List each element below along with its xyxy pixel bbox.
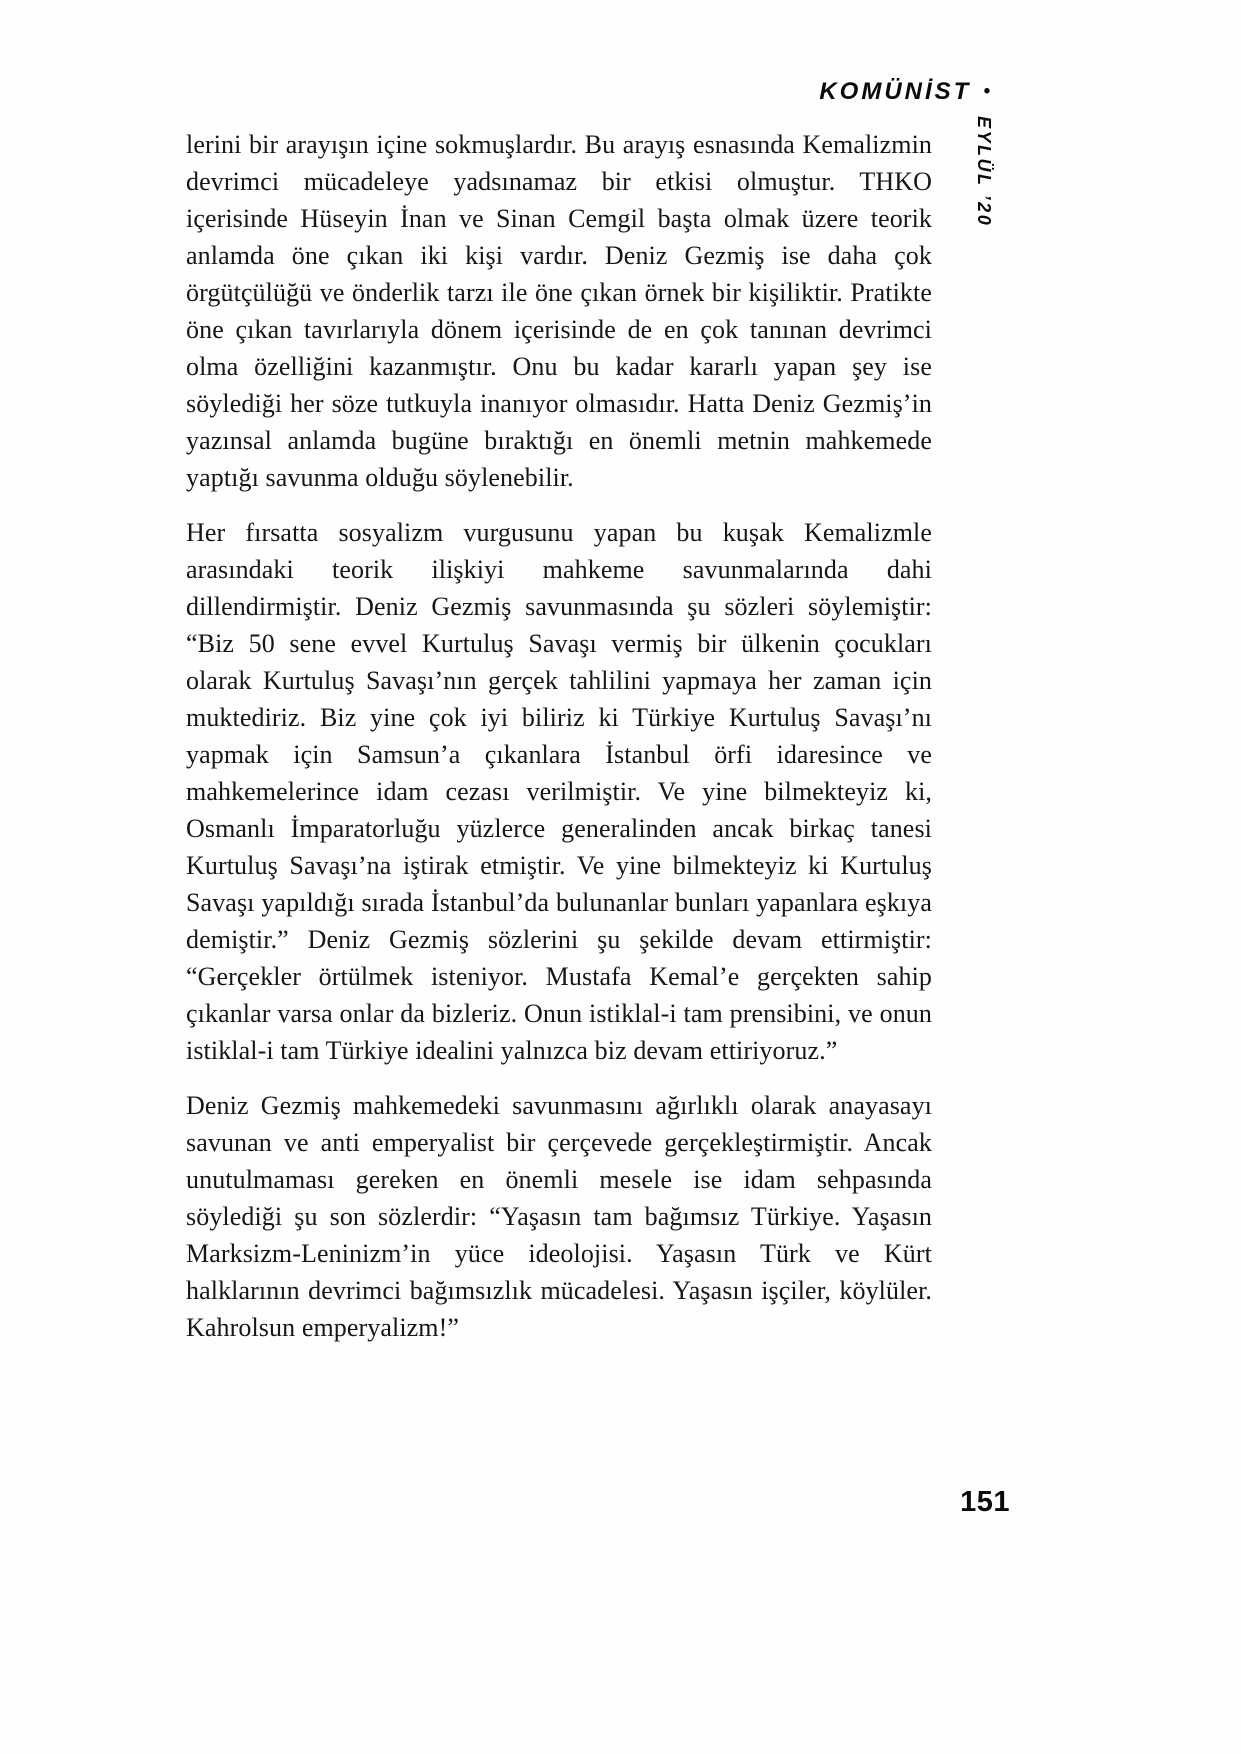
bullet-icon: • — [983, 81, 990, 102]
running-header — [819, 78, 990, 106]
paragraph-3: Deniz Gezmiş mahkemedeki savunmasını ağırlıklı olarak anayasayı savunan ve anti emperyalist bir çerçevede gerçekleştirmiştir. Ancak unutulmaması gereken en önemli mesele ise idam sehpasında söylediği şu son sözlerdir: “Yaşasın tam bağımsız Türkiye. Yaşasın Marksizm-Leninizm’in yüce ideolojisi. Yaşasın Türk ve Kürt halklarının devrimci bağımsızlık mücadelesi. Yaşasın işçiler, köylüler. Kahrolsun emperyalizm!” — [186, 1091, 932, 1342]
journal-title: KOMÜNİST — [819, 78, 972, 105]
paragraph-1: lerini bir arayışın içine sokmuşlardır. Bu arayış esnasında Kemalizmin devrimci mücadeleye yadsınamaz bir etkisi olmuştur. THKO içerisinde Hüseyin İnan ve Sinan Cemgil başta olmak üzere teorik anlamda öne çıkan iki kişi vardır. Deniz Gezmiş ise daha çok örgütçülüğü ve önderlik tarzı ile öne çıkan örnek bir kişiliktir. Pratikte öne çıkan tavırlarıyla dönem içerisinde de en çok tanınan devrimci olma özelliğini kazanmıştır. Onu bu kadar kararlı yapan şey ise söylediği her söze tutkuyla inanıyor olmasıdır. Hatta Deniz Gezmiş’in yazınsal anlamda bugüne bıraktığı en önemli metnin mahkemede yaptığı savunma olduğu söylenebilir. — [186, 130, 932, 492]
article-body — [186, 126, 932, 1346]
paragraph-2: Her fırsatta sosyalizm vurgusunu yapan bu kuşak Kemalizmle arasındaki teorik ilişkiyi mahkeme savunmalarında dahi dillendirmiştir. Deniz Gezmiş savunmasında şu sözleri söylemiştir: “Biz 50 sene evvel Kurtuluş Savaşı vermiş bir ülkenin çocukları olarak Kurtuluş Savaşı’nın gerçek tahlilini yapmaya her zaman için muktediriz. Biz yine çok iyi biliriz ki Türkiye Kurtuluş Savaşı’nı yapmak için Samsun’a çıkanlara İstanbul örfi idaresince ve mahkemelerince idam cezası verilmiştir. Ve yine bilmekteyiz ki, Osmanlı İmparatorluğu yüzlerce generalinden ancak birkaç tanesi Kurtuluş Savaşı’na iştirak etmiştir. Ve yine bilmekteyiz ki Kurtuluş Savaşı yapıldığı sırada İstanbul’da bulunanlar bunları yapanlara eşkıya demiştir.” Deniz Gezmiş sözlerini şu şekilde devam ettirmiştir: “Gerçekler örtülmek isteniyor. Mustafa Kemal’e gerçekten sahip çıkanlar varsa onlar da bizleriz. Onun istiklal-i tam prensibini, ve onun istiklal-i tam Türkiye idealini yalnızca biz devam ettiriyoruz.” — [186, 518, 932, 1065]
page-number: 151 — [960, 1486, 1010, 1518]
issue-date-label: EYLÜL ’20 — [974, 116, 994, 228]
